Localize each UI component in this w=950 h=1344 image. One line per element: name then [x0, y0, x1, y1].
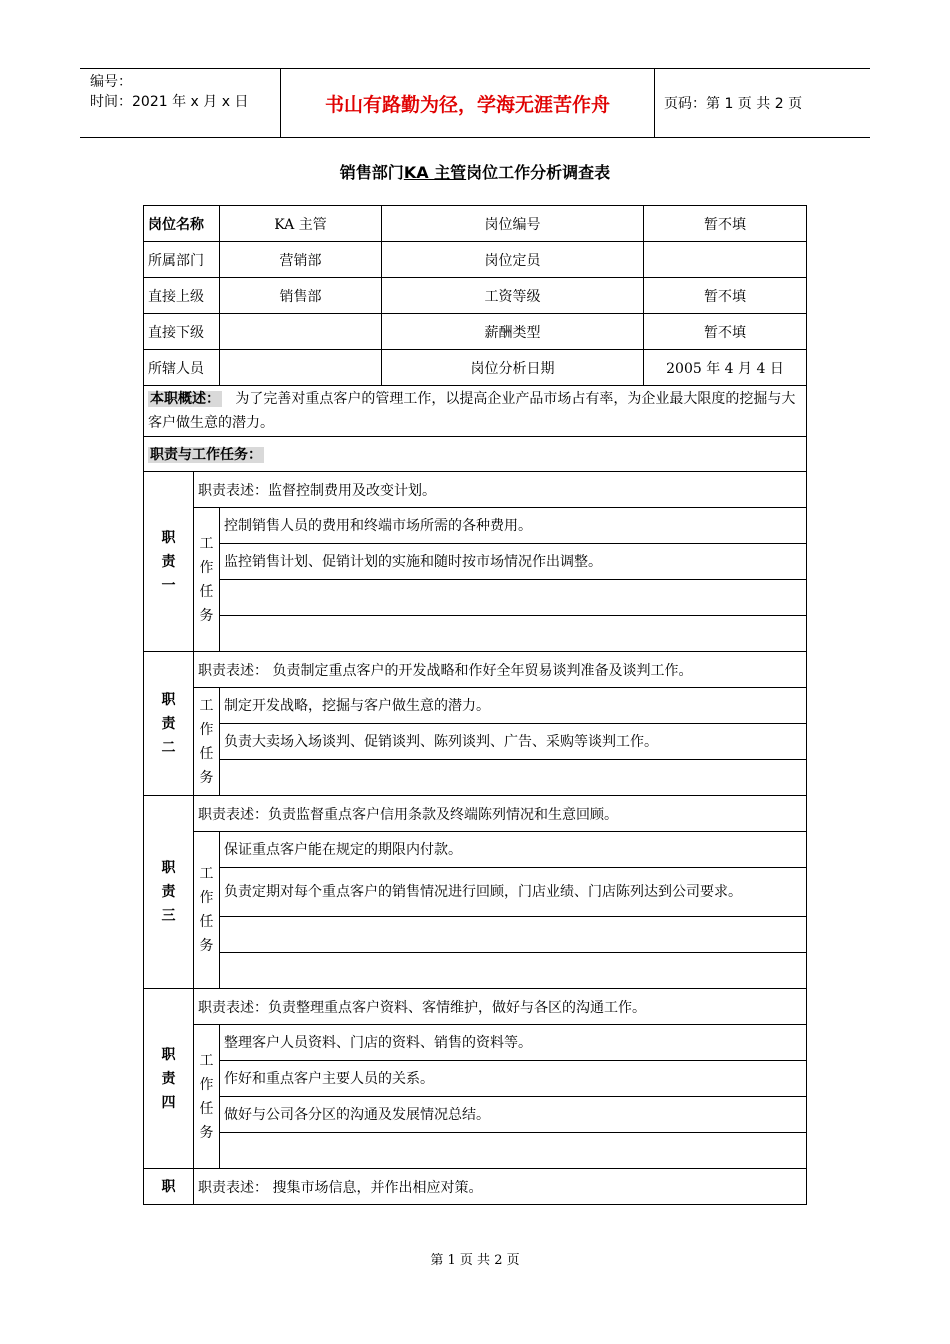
duty-name [144, 472, 194, 652]
info-label: 岗位名称 [144, 206, 220, 242]
job-analysis-table [143, 205, 807, 1205]
time-label: 时间：2021 年 x 月 x 日 [90, 94, 249, 110]
info-value: 销售部 [220, 278, 382, 314]
duty-name-text: 职责三 [161, 860, 176, 924]
title-suffix: 岗位工作分析调查表 [466, 163, 611, 182]
page-header [80, 68, 870, 138]
info-label: 直接上级 [144, 278, 220, 314]
duty-name: 职 [144, 1169, 194, 1205]
task-item: 作好和重点客户主要人员的关系。 [220, 1061, 807, 1097]
number-label: 编号： [90, 74, 132, 90]
duty-desc: 职责表述：负责监督重点客户信用条款及终端陈列情况和生意回顾。 [194, 796, 807, 832]
title-underlined: KA 主管 [403, 163, 467, 182]
task-row [144, 1025, 807, 1061]
task-item: 保证重点客户能在规定的期限内付款。 [220, 832, 807, 868]
header-page-info: 页码：第 1 页 共 2 页 [664, 96, 803, 112]
duty-name-text: 职责二 [161, 691, 176, 756]
task-label: 工作任务 [199, 866, 214, 954]
task-item [220, 953, 807, 989]
task-item: 负责大卖场入场谈判、促销谈判、陈列谈判、广告、采购等谈判工作。 [220, 724, 807, 760]
page-footer: 第 1 页 共 2 页 [430, 1253, 520, 1268]
task-label-cell [194, 688, 220, 796]
duty-name [144, 652, 194, 796]
header-meta [80, 69, 280, 137]
info-value [220, 350, 382, 386]
duty-desc: 职责表述：监督控制费用及改变计划。 [194, 472, 807, 508]
info-value: KA 主管 [220, 206, 382, 242]
info-label-2: 岗位分析日期 [382, 350, 644, 386]
duties-heading-cell [144, 437, 807, 472]
task-row [144, 616, 807, 652]
task-row [144, 688, 807, 724]
task-item: 整理客户人员资料、门店的资料、销售的资料等。 [220, 1025, 807, 1061]
duties-heading-row [144, 437, 807, 472]
task-item [220, 917, 807, 953]
task-row [144, 760, 807, 796]
duty-desc: 职责表述：负责整理重点客户资料、客情维护，做好与各区的沟通工作。 [194, 989, 807, 1025]
info-label-2: 岗位编号 [382, 206, 644, 242]
header-slogan: 书山有路勤为径，学海无涯苦作舟 [280, 69, 655, 137]
task-label: 工作任务 [199, 1052, 214, 1141]
task-item: 制定开发战略，挖掘与客户做生意的潜力。 [220, 688, 807, 724]
task-item [220, 760, 807, 796]
task-row [144, 953, 807, 989]
info-value-2: 暂不填 [644, 278, 807, 314]
duty-desc-row [144, 796, 807, 832]
task-label: 工作任务 [199, 697, 214, 786]
document-title [0, 160, 950, 183]
task-row [144, 1133, 807, 1169]
duty-desc: 职责表述： 负责制定重点客户的开发战略和作好全年贸易谈判准备及谈判工作。 [194, 652, 807, 688]
task-row [144, 868, 807, 917]
summary-row [144, 386, 807, 437]
info-label: 所辖人员 [144, 350, 220, 386]
task-row [144, 544, 807, 580]
info-row [144, 278, 807, 314]
info-row [144, 350, 807, 386]
duty-name [144, 989, 194, 1169]
duty-desc: 职责表述： 搜集市场信息，并作出相应对策。 [194, 1169, 807, 1205]
info-value-2 [644, 242, 807, 278]
task-item: 监控销售计划、促销计划的实施和随时按市场情况作出调整。 [220, 544, 807, 580]
task-row [144, 724, 807, 760]
title-prefix: 销售部门 [339, 163, 404, 182]
task-row [144, 917, 807, 953]
task-row [144, 1061, 807, 1097]
task-item: 做好与公司各分区的沟通及发展情况总结。 [220, 1097, 807, 1133]
duty-name [144, 796, 194, 989]
duty-desc-row [144, 652, 807, 688]
duty-desc-row [144, 1169, 807, 1205]
task-row [144, 508, 807, 544]
summary-text: 为了完善对重点客户的管理工作，以提高企业产品市场占有率，为企业最大限度的挖掘与大客户做生意的潜力。 [148, 391, 796, 431]
info-value [220, 314, 382, 350]
info-row [144, 206, 807, 242]
duty-desc-row [144, 472, 807, 508]
task-label-cell [194, 832, 220, 989]
duty-desc-row [144, 989, 807, 1025]
task-item: 负责定期对每个重点客户的销售情况进行回顾，门店业绩、门店陈列达到公司要求。 [220, 868, 807, 917]
job-summary [144, 386, 807, 437]
info-value-2: 2005 年 4 月 4 日 [644, 350, 807, 386]
info-value-2: 暂不填 [644, 206, 807, 242]
duties-heading: 职责与工作任务： [150, 447, 262, 463]
task-label-cell [194, 508, 220, 652]
info-label: 直接下级 [144, 314, 220, 350]
info-label-2: 岗位定员 [382, 242, 644, 278]
task-row [144, 832, 807, 868]
duty-name-text: 职责四 [161, 1046, 176, 1111]
task-item [220, 616, 807, 652]
info-value-2: 暂不填 [644, 314, 807, 350]
summary-label: 本职概述： [150, 391, 220, 407]
duty-name-text: 职责一 [161, 529, 176, 594]
task-row [144, 1097, 807, 1133]
info-value: 营销部 [220, 242, 382, 278]
info-label-2: 薪酬类型 [382, 314, 644, 350]
task-item [220, 580, 807, 616]
info-label: 所属部门 [144, 242, 220, 278]
task-label-cell [194, 1025, 220, 1169]
info-label-2: 工资等级 [382, 278, 644, 314]
task-row [144, 580, 807, 616]
task-label: 工作任务 [199, 535, 214, 624]
info-row [144, 242, 807, 278]
task-item: 控制销售人员的费用和终端市场所需的各种费用。 [220, 508, 807, 544]
task-item [220, 1133, 807, 1169]
info-row [144, 314, 807, 350]
